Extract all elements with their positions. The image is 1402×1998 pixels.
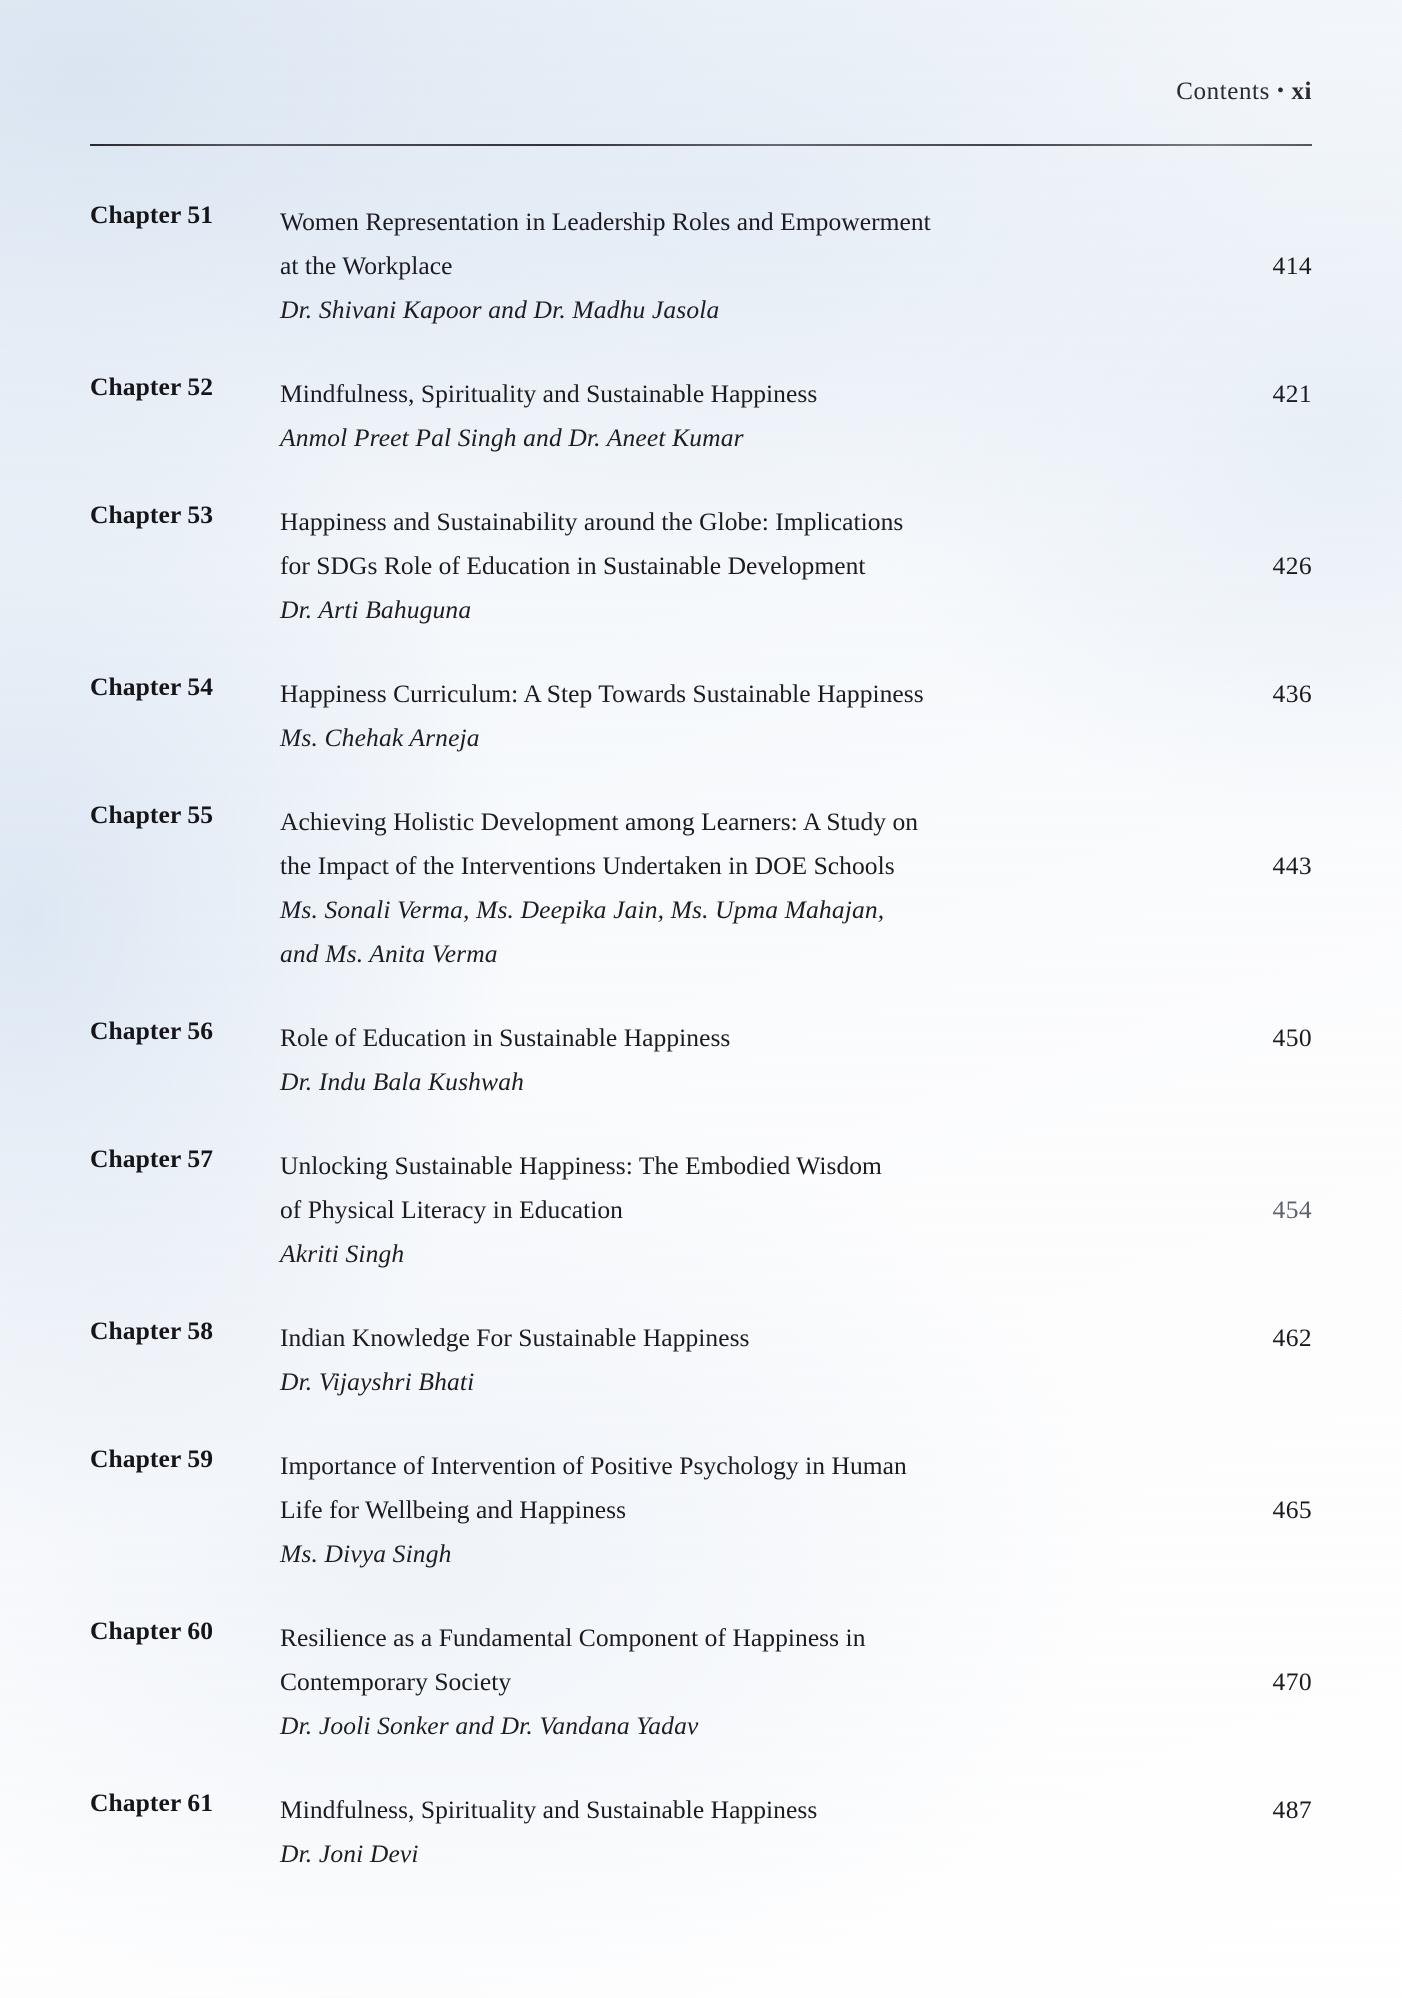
chapter-label: Chapter 58 — [90, 1316, 214, 1345]
chapter-title-text: of Physical Literacy in Education — [280, 1195, 623, 1224]
running-header-separator: • — [1276, 80, 1285, 102]
toc-entry-body — [280, 672, 1312, 760]
chapter-title-line — [280, 200, 1312, 244]
chapter-title-line — [280, 1188, 1312, 1232]
chapter-title-text: Indian Knowledge For Sustainable Happiness — [280, 1323, 750, 1352]
chapter-label: Chapter 60 — [90, 1616, 214, 1645]
header-divider-rule — [90, 144, 1312, 146]
toc-entry-body — [280, 1444, 1312, 1576]
chapter-title-line — [280, 1316, 1312, 1360]
chapter-author-line — [280, 932, 1312, 976]
chapter-title-text: for SDGs Role of Education in Sustainable Development — [280, 551, 866, 580]
chapter-title-text: Mindfulness, Spirituality and Sustainable Happiness — [280, 1795, 818, 1824]
toc-entry-body — [280, 500, 1312, 632]
toc-entry-body — [280, 1616, 1312, 1748]
page-number: 462 — [1272, 1323, 1312, 1352]
chapter-label: Chapter 51 — [90, 200, 214, 229]
chapter-author-text: Dr. Indu Bala Kushwah — [280, 1067, 525, 1096]
page-number: 487 — [1272, 1795, 1312, 1824]
chapter-label: Chapter 54 — [90, 672, 214, 701]
chapter-title-text: at the Workplace — [280, 251, 453, 280]
chapter-label: Chapter 52 — [90, 372, 214, 401]
chapter-author-line — [280, 1832, 1312, 1876]
chapter-title-line — [280, 844, 1312, 888]
running-header-label: Contents — [1176, 78, 1270, 105]
chapter-author-line — [280, 888, 1312, 932]
chapter-title-line — [280, 1444, 1312, 1488]
chapter-author-text: Dr. Shivani Kapoor and Dr. Madhu Jasola — [280, 295, 720, 324]
page-number: 426 — [1272, 551, 1312, 580]
toc-entry[interactable] — [90, 372, 1312, 460]
chapter-author-text: Dr. Joni Devi — [280, 1839, 419, 1868]
toc-entry-body — [280, 1144, 1312, 1276]
chapter-author-text: Ms. Divya Singh — [280, 1539, 452, 1568]
chapter-author-text: Anmol Preet Pal Singh and Dr. Aneet Kumar — [280, 423, 744, 452]
chapter-author-line — [280, 716, 1312, 760]
toc-entry-body — [280, 200, 1312, 332]
toc-entry[interactable] — [90, 1144, 1312, 1276]
chapter-author-line — [280, 1232, 1312, 1276]
chapter-title-line — [280, 500, 1312, 544]
chapter-title-text: Resilience as a Fundamental Component of Happiness in — [280, 1623, 866, 1652]
chapter-author-line — [280, 288, 1312, 332]
chapter-author-text: Ms. Sonali Verma, Ms. Deepika Jain, Ms. Upma Mahajan, — [280, 895, 885, 924]
chapter-title-line — [280, 800, 1312, 844]
running-header-folio: xi — [1291, 78, 1312, 105]
chapter-author-line — [280, 1360, 1312, 1404]
page-number: 421 — [1272, 379, 1312, 408]
chapter-author-text: Dr. Vijayshri Bhati — [280, 1367, 475, 1396]
toc-entry-body — [280, 1788, 1312, 1876]
table-of-contents — [90, 200, 1312, 1876]
chapter-author-text: Akriti Singh — [280, 1239, 405, 1268]
chapter-author-line — [280, 1060, 1312, 1104]
chapter-author-line — [280, 1704, 1312, 1748]
page-number: 465 — [1272, 1495, 1312, 1524]
page-number: 436 — [1272, 679, 1312, 708]
page-number: 454 — [1272, 1195, 1312, 1224]
chapter-title-line — [280, 1016, 1312, 1060]
chapter-title-line — [280, 1788, 1312, 1832]
chapter-title-line — [280, 244, 1312, 288]
chapter-author-text: and Ms. Anita Verma — [280, 939, 498, 968]
chapter-label: Chapter 55 — [90, 800, 214, 829]
toc-entry[interactable] — [90, 1788, 1312, 1876]
chapter-title-text: Unlocking Sustainable Happiness: The Embodied Wisdom — [280, 1151, 882, 1180]
chapter-title-text: Women Representation in Leadership Roles and Empowerment — [280, 207, 931, 236]
toc-entry[interactable] — [90, 1444, 1312, 1576]
chapter-title-text: Life for Wellbeing and Happiness — [280, 1495, 627, 1524]
running-header — [90, 78, 1312, 106]
toc-entry-body — [280, 800, 1312, 976]
chapter-author-text: Ms. Chehak Arneja — [280, 723, 480, 752]
chapter-author-text: Dr. Arti Bahuguna — [280, 595, 472, 624]
chapter-title-line — [280, 672, 1312, 716]
toc-entry-body — [280, 1316, 1312, 1404]
chapter-title-line — [280, 1660, 1312, 1704]
chapter-label: Chapter 61 — [90, 1788, 214, 1817]
chapter-author-line — [280, 416, 1312, 460]
chapter-title-text: Importance of Intervention of Positive Psychology in Human — [280, 1451, 907, 1480]
page-number: 470 — [1272, 1667, 1312, 1696]
chapter-label: Chapter 53 — [90, 500, 214, 529]
page-number: 443 — [1272, 851, 1312, 880]
chapter-title-line — [280, 1616, 1312, 1660]
chapter-title-text: Mindfulness, Spirituality and Sustainable Happiness — [280, 379, 818, 408]
chapter-label: Chapter 59 — [90, 1444, 214, 1473]
chapter-title-line — [280, 544, 1312, 588]
toc-entry[interactable] — [90, 1316, 1312, 1404]
chapter-label: Chapter 56 — [90, 1016, 214, 1045]
toc-entry[interactable] — [90, 1016, 1312, 1104]
chapter-title-text: Achieving Holistic Development among Learners: A Study on — [280, 807, 919, 836]
toc-entry-body — [280, 372, 1312, 460]
chapter-label: Chapter 57 — [90, 1144, 214, 1173]
toc-entry[interactable] — [90, 1616, 1312, 1748]
chapter-title-text: Happiness Curriculum: A Step Towards Sustainable Happiness — [280, 679, 924, 708]
toc-entry-body — [280, 1016, 1312, 1104]
chapter-title-text: the Impact of the Interventions Undertaken in DOE Schools — [280, 851, 895, 880]
chapter-title-text: Happiness and Sustainability around the Globe: Implications — [280, 507, 904, 536]
chapter-title-text: Contemporary Society — [280, 1667, 512, 1696]
toc-entry[interactable] — [90, 672, 1312, 760]
page-number: 414 — [1272, 251, 1312, 280]
toc-entry[interactable] — [90, 800, 1312, 976]
toc-entry[interactable] — [90, 500, 1312, 632]
page-number: 450 — [1272, 1023, 1312, 1052]
toc-entry[interactable] — [90, 200, 1312, 332]
chapter-title-line — [280, 1144, 1312, 1188]
chapter-title-line — [280, 1488, 1312, 1532]
chapter-author-line — [280, 588, 1312, 632]
chapter-title-text: Role of Education in Sustainable Happiness — [280, 1023, 731, 1052]
chapter-author-text: Dr. Jooli Sonker and Dr. Vandana Yadav — [280, 1711, 699, 1740]
chapter-author-line — [280, 1532, 1312, 1576]
chapter-title-line — [280, 372, 1312, 416]
